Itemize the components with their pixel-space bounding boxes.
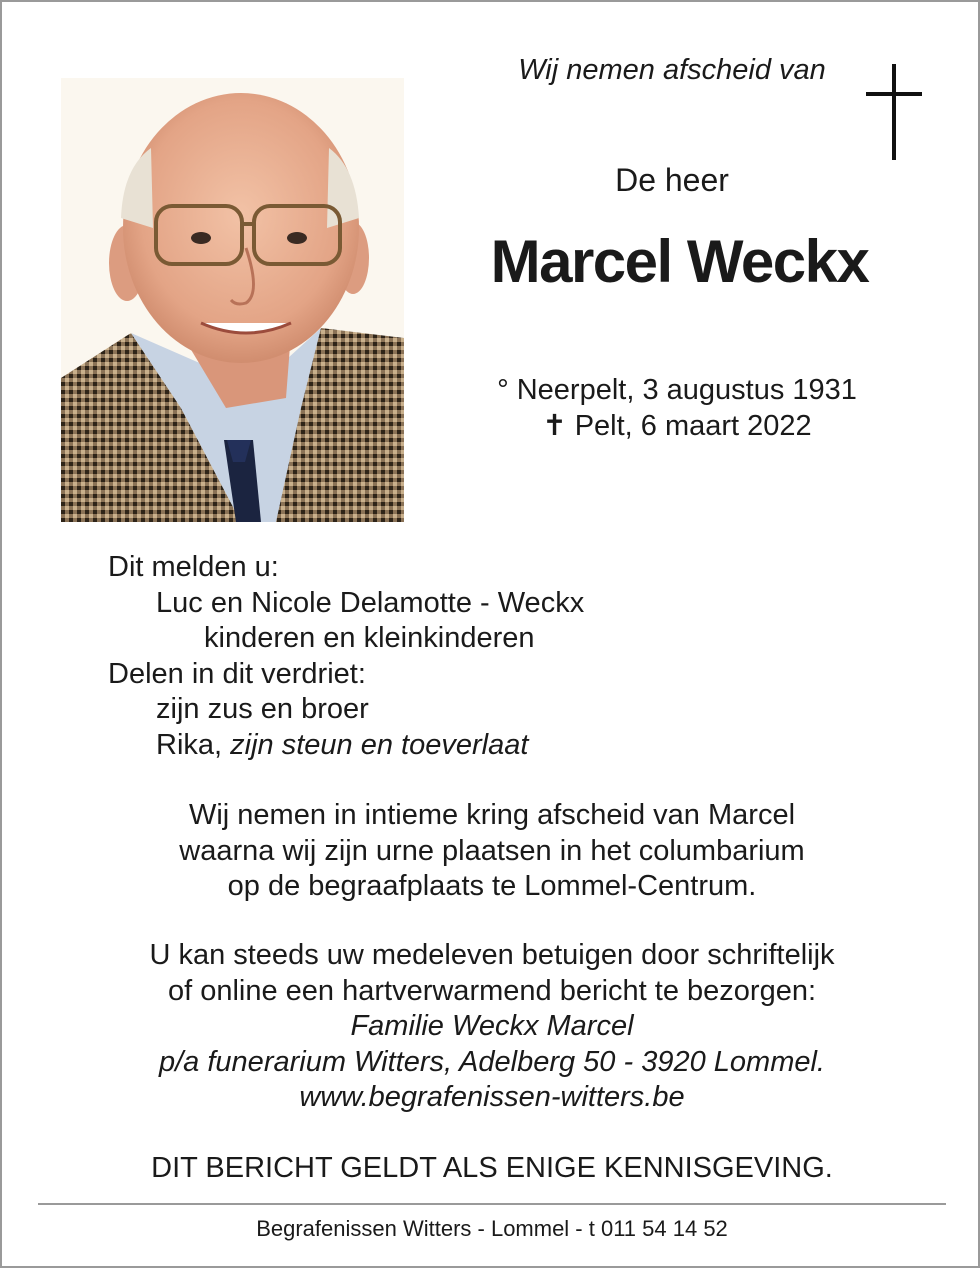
partner-name: Rika, xyxy=(156,728,223,761)
latin-cross-icon xyxy=(866,64,922,160)
family-partner xyxy=(108,728,808,764)
family-siblings: zijn zus en broer xyxy=(156,693,369,725)
ceremony-line-2: waarna wij zijn urne plaatsen in het columbarium xyxy=(179,834,805,867)
death-place-date: Pelt, 6 maart 2022 xyxy=(574,410,812,442)
condolence-block xyxy=(42,938,942,1116)
family-children: Luc en Nicole Delamotte - Weckx xyxy=(156,586,585,619)
condolence-website-link[interactable]: www.begrafenissen-witters.be xyxy=(299,1081,685,1113)
family-grandchildren: kinderen en kleinkinderen xyxy=(204,622,535,654)
footer-divider xyxy=(38,1203,946,1205)
family-heading-grief: Delen in dit verdriet: xyxy=(108,657,366,690)
footer-contact: Begrafenissen Witters - Lommel - t 011 54 14 52 xyxy=(256,1216,728,1241)
ceremony-line-3: op de begraafplaats te Lommel-Centrum. xyxy=(227,870,757,902)
life-dates xyxy=(442,372,912,444)
cross-horizontal-bar xyxy=(866,92,922,96)
ceremony-block xyxy=(42,798,942,905)
partner-description: zijn steun en toeverlaat xyxy=(230,728,529,761)
birth-line: ° Neerpelt, 3 augustus 1931 xyxy=(497,374,857,406)
condolence-line-2: of online een hartverwarmend bericht te bezorgen: xyxy=(167,974,817,1007)
death-line xyxy=(442,408,912,444)
ceremony-line-1: Wij nemen in intieme kring afscheid van Marcel xyxy=(188,799,796,831)
only-notice-line: DIT BERICHT GELDT ALS ENIGE KENNISGEVING. xyxy=(151,1152,833,1184)
condolence-family: Familie Weckx Marcel xyxy=(350,1010,634,1042)
honorific: De heer xyxy=(615,162,729,198)
condolence-line-1: U kan steeds uw medeleven betuigen door schriftelijk xyxy=(149,939,835,971)
family-heading-notify: Dit melden u: xyxy=(108,551,279,583)
portrait-photo xyxy=(61,78,404,522)
portrait-illustration xyxy=(61,78,404,522)
dagger-icon: ✝ xyxy=(542,410,567,442)
deceased-name: Marcel Weckx xyxy=(490,228,869,295)
intro-line: Wij nemen afscheid van xyxy=(518,54,826,86)
family-block xyxy=(108,550,808,763)
condolence-address: p/a funerarium Witters, Adelberg 50 - 3920 Lommel. xyxy=(159,1045,825,1078)
cross-vertical-bar xyxy=(892,64,896,160)
